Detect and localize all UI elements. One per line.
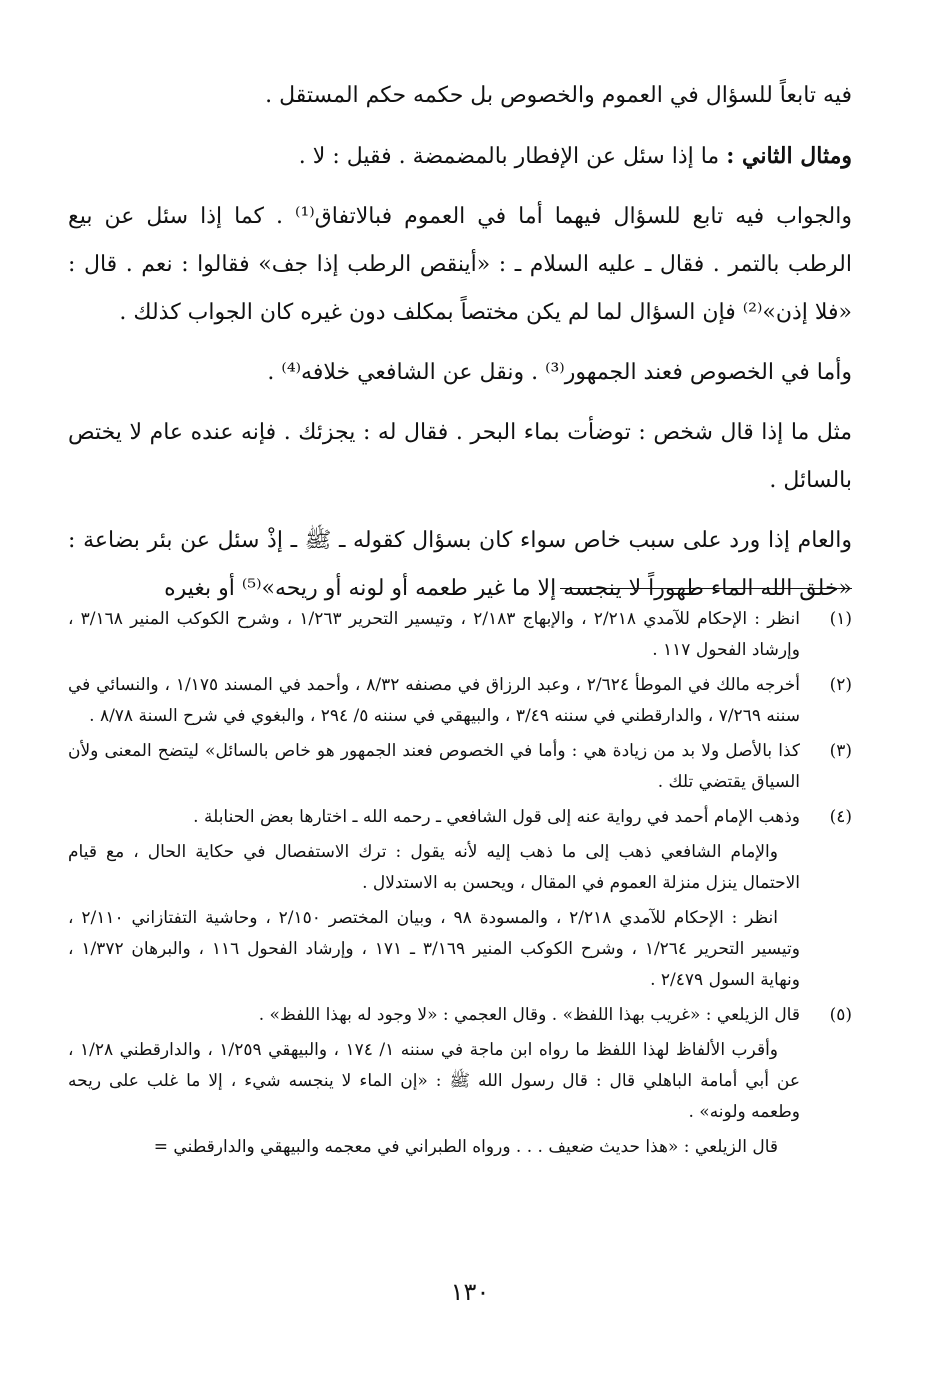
footnote-4-references: انظر : الإحكام للآمدي ٢/٢١٨ ، والمسودة ٩٨ ، وبيان المختصر ٢/١٥٠ ، وحاشية التفتازاني ٢/١١٠ ، وتيسير التحرير ١/٢٦٤ ، وشرح الكوكب المنير ٣/١٦٩ ـ ١٧١ ، وإرشاد الفحول ١١٦ ، والبرهان ١/٣٧٢ ، ونهاية السول ٢/٤٧٩ . — [68, 908, 800, 990]
paragraph-5: مثل ما إذا قال شخص : توضأت بماء البحر . فقال له : يجزئك . فإنه عنده عام لا يختص بالسائل . — [68, 420, 852, 493]
footnote-3 — [68, 736, 852, 798]
paragraph-1: فيه تابعاً للسؤال في العموم والخصوص بل حكمه حكم المستقل . — [265, 83, 852, 108]
paragraph-2-text: ما إذا سئل عن الإفطار بالمضمضة . فقيل : لا . — [298, 144, 720, 169]
footnote-text: انظر : الإحكام للآمدي ٢/٢١٨ ، والإبهاج ٢/١٨٣ ، وتيسير التحرير ١/٢٦٣ ، وشرح الكوكب المنير ٣/١٦٨ ، وإرشاد الفحول ١١٧ . — [68, 609, 800, 660]
footnote-number: (٤) — [829, 807, 852, 827]
paragraph-3: والجواب فيه تابع للسؤال فيهما أما في العموم فبالاتفاق⁽¹⁾ . كما إذا سئل عن بيع الرطب بالتمر . فقال ـ عليه السلام ـ : «أينقص الرطب إذا جف» فقالوا : نعم . قال : «فلا إذن»⁽²⁾ فإن السؤال لما لم يكن مختصاً بمكلف دون غيره كان الجواب كذلك . — [68, 204, 852, 325]
paragraph-2 — [68, 132, 852, 181]
paragraph-6: والعام إذا ورد على سبب خاص سواء كان بسؤال كقوله ـ ﷺ ـ إذْ سئل عن بئر بضاعة : «خلق الله الماء طهوراً لا ينجسه إلا ما غير طعمه أو لونه أو ريحه»⁽⁵⁾ أو بغيره — [68, 528, 852, 601]
footnote-5-continuation: وأقرب الألفاظ لهذا اللفظ ما رواه ابن ماجة في سننه ١/ ١٧٤ ، والبيهقي ١/٢٥٩ ، والدارقطني ١/٢٨ ، عن أبي أمامة الباهلي قال : قال رسول الله ﷺ : «إن الماء لا ينجسه شيء ، إلا ما غلب على ريحه وطعمه ولونه» . — [68, 1040, 800, 1122]
page-number: ١٣٠ — [450, 1278, 490, 1306]
main-text — [68, 72, 852, 613]
footnote-number: (٥) — [829, 1005, 852, 1025]
example-label: ومثال الثاني : — [726, 143, 852, 169]
footnote-text: قال الزيلعي : «غريب بهذا اللفظ» . وقال العجمي : «لا وجود له بهذا اللفظ» . — [258, 1005, 800, 1025]
footnote-number: (١) — [829, 609, 852, 629]
footnote-text: وذهب الإمام أحمد في رواية عنه إلى قول الشافعي ـ رحمه الله ـ اختارها بعض الحنابلة . — [193, 807, 800, 827]
footnote-4 — [68, 802, 852, 833]
footnote-5 — [68, 1000, 852, 1031]
footnote-2 — [68, 670, 852, 732]
footnote-number: (٣) — [829, 741, 852, 761]
footnote-divider — [560, 588, 852, 589]
footnote-text: أخرجه مالك في الموطأ ٢/٦٢٤ ، وعبد الرزاق في مصنفه ٨/٣٢ ، وأحمد في المسند ١/١٧٥ ، والنسائي في سننه ٧/٢٦٩ ، والدارقطني في سننه ٣/٤٩ ، والبيهقي في سننه ٥/ ٢٩٤ ، والبغوي في شرح السنة ٨/٧٨ . — [68, 675, 800, 726]
footnote-4-continuation: والإمام الشافعي ذهب إلى ما ذهب إليه لأنه يقول : ترك الاستفصال في حكاية الحال ، مع قيام الاحتمال ينزل منزلة العموم في المقال ، ويحسن به الاستدلال . — [68, 842, 800, 893]
footnote-number: (٢) — [829, 675, 852, 695]
footnote-1 — [68, 604, 852, 666]
footnote-5-continuation-2: قال الزيلعي : «هذا حديث ضعيف . . . ورواه الطبراني في معجمه والبيهقي والدارقطني = — [153, 1137, 778, 1157]
footnote-text: كذا بالأصل ولا بد من زيادة هي : وأما في الخصوص فعند الجمهور هو خاص بالسائل» ليتضح المعنى ولأن السياق يقتضي تلك . — [68, 741, 800, 792]
footnotes — [68, 604, 852, 1167]
paragraph-4: وأما في الخصوص فعند الجمهور⁽³⁾ . ونقل عن الشافعي خلافه⁽⁴⁾ . — [267, 360, 852, 385]
